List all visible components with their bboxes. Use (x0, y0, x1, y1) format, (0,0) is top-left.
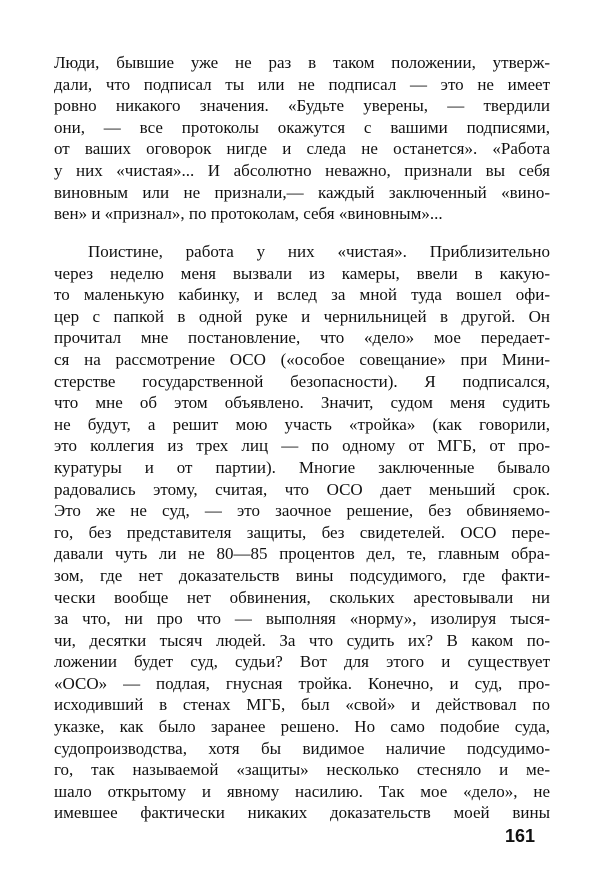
text-line: то маленькую кабинку, и вслед за мной туда вошел офи- (54, 285, 550, 305)
text-line: за что, ни про что — выполняя «норму», изолируя тыся- (54, 609, 550, 629)
text-line: давали чуть ли не 80—85 процентов дел, те, главным обра- (54, 544, 550, 564)
text-line: исходивший в стенах МГБ, был «свой» и действовал по (54, 695, 550, 715)
text-line: ся на рассмотрение ОСО («особое совещание» при Мини- (54, 349, 550, 369)
text-line: указке, как было заранее решено. Но само подобие суда, (54, 717, 550, 737)
text-line: от ваших оговорок нигде и следа не останется». «Работа (54, 139, 550, 159)
text-line: виновным или не признали,— каждый заключенный «вино- (54, 182, 550, 202)
text-line: «ОСО» — подлая, гнусная тройка. Конечно, и суд, про- (54, 673, 550, 693)
text-line: прочитал мне постановление, что «дело» мое передает- (54, 328, 550, 348)
text-line: дали, что подписал ты или не подписал — это не имеет (54, 74, 550, 94)
page-number: 161 (505, 826, 536, 846)
text-line: Поистине, работа у них «чистая». Приблизительно (88, 242, 550, 261)
text-line: имевшее фактически никаких доказательств моей вины (54, 803, 550, 823)
text-line: ровно никакого значения. «Будьте уверены, — твердили (54, 96, 550, 116)
text-line: чески вообще нет обвинения, скольких арестовывали ни (54, 587, 550, 607)
text-line: вен» и «признал», по протоколам, себя «виновным»... (54, 204, 443, 224)
text-line: через неделю меня вызвали из камеры, ввели в какую- (54, 263, 550, 283)
text-line: зом, где нет доказательств вины подсудимого, где факти- (54, 565, 550, 585)
text-line: радовались этому, считая, что ОСО дает меньший срок. (54, 479, 550, 499)
text-line: судопроизводства, хотя бы видимое наличие подсудимо- (54, 738, 550, 758)
text-line: шало открытому и явному насилию. Так мое «дело», не (54, 781, 550, 801)
text-line: цер с папкой в одной руке и чернильницей в другой. Он (54, 306, 550, 326)
text-line: го, без представителя защиты, без свидетелей. ОСО пере- (54, 522, 550, 542)
text-line: это коллегия из трех лиц — по одному от МГБ, от про- (54, 436, 550, 456)
paragraph-2 (54, 241, 550, 824)
text-line: куратуры и от партии). Многие заключенные бывало (54, 457, 550, 477)
text-line: не будут, а решит мою участь «тройка» (как говорили, (54, 414, 550, 434)
text-line: что мне об этом объявлено. Значит, судом меня судить (54, 393, 550, 413)
text-line: Это же не суд, — это заочное решение, без обвиняемо- (54, 501, 550, 521)
text-line: у них «чистая»... И абсолютно неважно, признали вы себя (54, 160, 550, 180)
text-line: стерстве государственной безопасности). Я подписался, (54, 371, 550, 391)
paragraph-1 (54, 52, 550, 225)
text-line: они, — все протоколы окажутся с вашими подписями, (54, 117, 550, 137)
text-line: ложении будет суд, судьи? Вот для этого и существует (54, 652, 550, 672)
text-line: Люди, бывшие уже не раз в таком положении, утверж- (54, 53, 550, 72)
text-line: го, так называемой «защиты» несколько стесняло и ме- (54, 760, 550, 780)
text-line: чи, десятки тысяч людей. За что судить их? В каком по- (54, 630, 550, 650)
